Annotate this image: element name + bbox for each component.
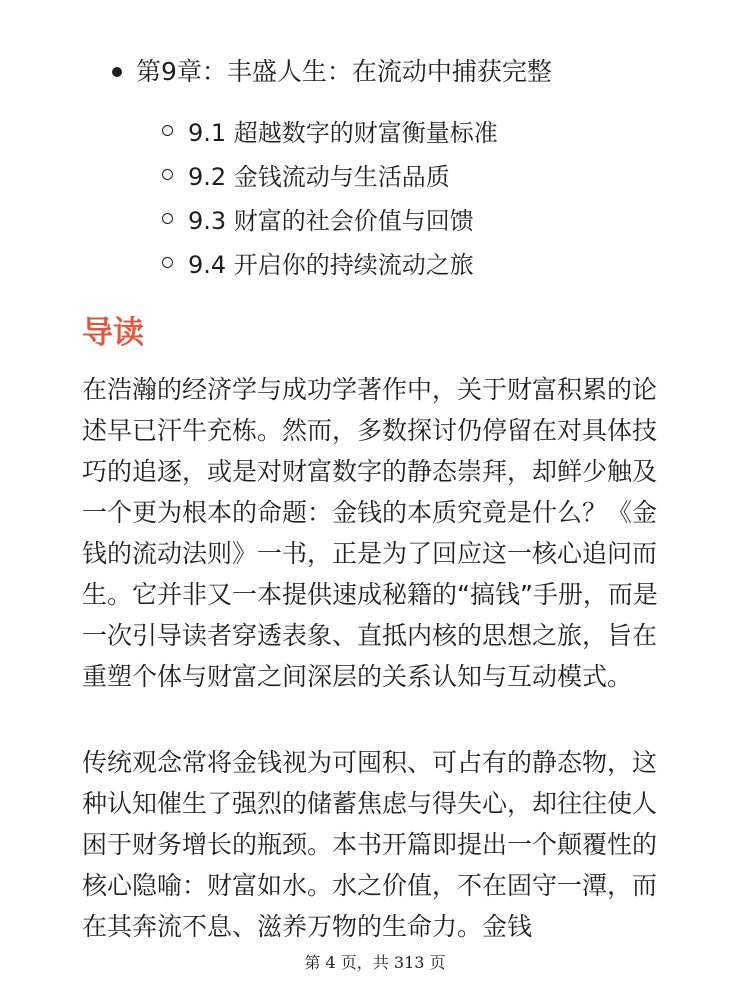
section-item — [162, 108, 498, 152]
bullet-circle-icon — [162, 125, 173, 136]
bullet-disc-icon — [112, 67, 122, 77]
intro-paragraph: 传统观念常将金钱视为可囤积、可占有的静态物，这种认知催生了强烈的储蓄焦虑与得失心，却往往使人困于财务增长的瓶颈。本书开篇即提出一个颠覆性的核心隐喻：财富如水。水之价值，不在固守一潭，而在其奔流不息、滋养万物的生命力。金钱 — [82, 748, 658, 941]
section-item — [162, 240, 498, 284]
section-title: 9.2 金钱流动与生活品质 — [188, 162, 450, 191]
intro-heading: 导读 — [82, 315, 144, 351]
section-item — [162, 152, 498, 196]
bullet-circle-icon — [162, 257, 173, 268]
bullet-circle-icon — [162, 169, 173, 180]
section-title: 9.3 财富的社会价值与回馈 — [188, 206, 474, 235]
bullet-circle-icon — [162, 213, 173, 224]
chapter-list-item — [112, 52, 552, 92]
intro-paragraph: 在浩瀚的经济学与成功学著作中，关于财富积累的论述早已汗牛充栋。然而，多数探讨仍停留在对具体技巧的追逐，或是对财富数字的静态崇拜，却鲜少触及一个更为根本的命题：金钱的本质究竟是什么？《金钱的流动法则》一书，正是为了回应这一核心追问而生。它并非又一本提供速成秘籍的“搞钱”手册，而是一次引导读者穿透表象、直抵内核的思想之旅，旨在重塑个体与财富之间深层的关系认知与互动模式。 — [82, 375, 658, 691]
section-title: 9.1 超越数字的财富衡量标准 — [188, 118, 498, 147]
section-list — [162, 108, 498, 284]
section-title: 9.4 开启你的持续流动之旅 — [188, 250, 474, 279]
section-item — [162, 196, 498, 240]
page-number: 第 4 页，共 313 页 — [304, 953, 446, 972]
chapter-title: 第9章：丰盛人生：在流动中捕获完整 — [136, 57, 552, 86]
